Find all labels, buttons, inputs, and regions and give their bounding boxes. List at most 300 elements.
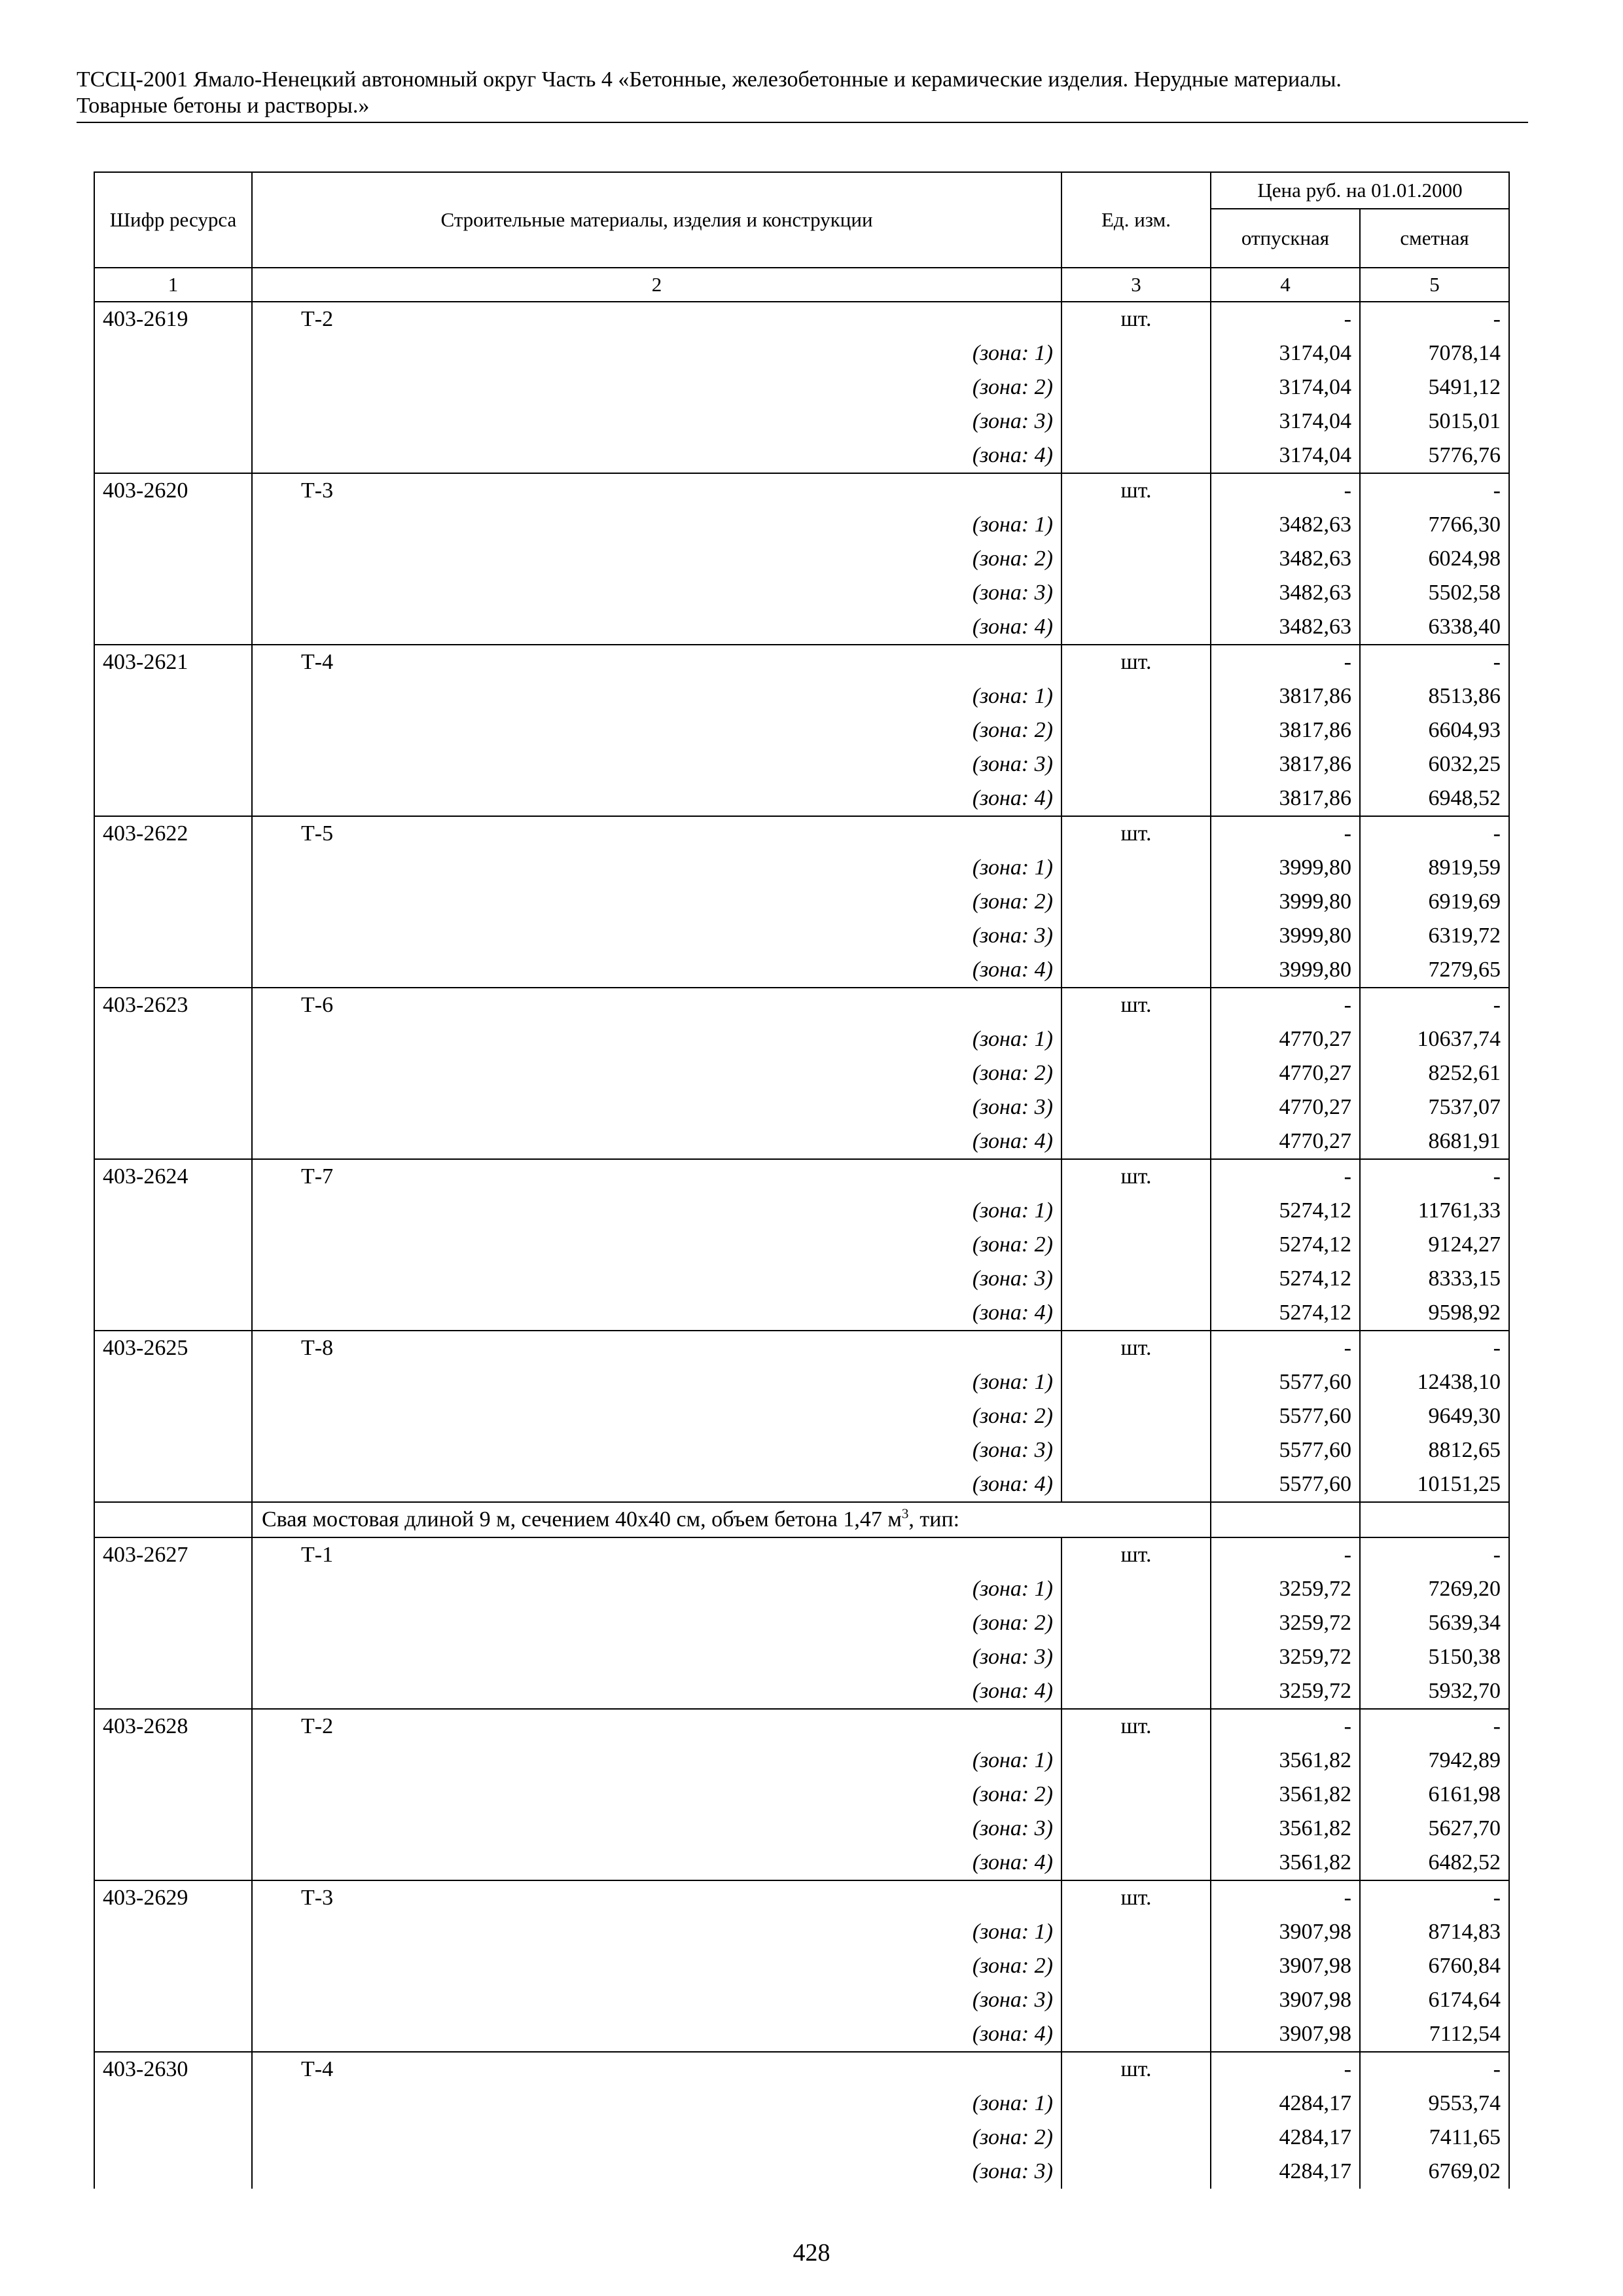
table-row xyxy=(94,2052,1509,2087)
empty-cell xyxy=(94,1056,252,1090)
empty-cell xyxy=(1211,1502,1360,1537)
empty-cell xyxy=(1061,336,1211,370)
empty-cell xyxy=(1061,2087,1211,2121)
zone-estimate-price: 8681,91 xyxy=(1360,1124,1509,1159)
zone-estimate-price: 8714,83 xyxy=(1360,1915,1509,1949)
zone-label: (зона: 3) xyxy=(252,1090,1061,1124)
zone-release-price: 3907,98 xyxy=(1211,1949,1360,1983)
unit-cell: шт. xyxy=(1061,1537,1211,1572)
empty-cell xyxy=(94,953,252,988)
zone-label: (зона: 1) xyxy=(252,1365,1061,1399)
zone-release-price: 3999,80 xyxy=(1211,919,1360,953)
zone-estimate-price: 6482,52 xyxy=(1360,1846,1509,1880)
empty-cell xyxy=(94,370,252,404)
section-title-row xyxy=(94,1502,1509,1537)
empty-cell xyxy=(1061,1262,1211,1296)
price-table xyxy=(94,171,1510,2189)
empty-cell xyxy=(1061,1812,1211,1846)
zone-release-price: 5274,12 xyxy=(1211,1262,1360,1296)
zone-label: (зона: 2) xyxy=(252,1228,1061,1262)
item-name: Т-8 xyxy=(252,1331,1061,1365)
empty-cell xyxy=(1061,1467,1211,1502)
zone-row xyxy=(94,919,1509,953)
zone-label: (зона: 1) xyxy=(252,1744,1061,1778)
zone-row xyxy=(94,508,1509,542)
zone-row xyxy=(94,1090,1509,1124)
zone-estimate-price: 5627,70 xyxy=(1360,1812,1509,1846)
zone-release-price: 4770,27 xyxy=(1211,1124,1360,1159)
zone-row xyxy=(94,1194,1509,1228)
resource-code: 403-2623 xyxy=(94,988,252,1022)
zone-release-price: 3999,80 xyxy=(1211,953,1360,988)
empty-cell xyxy=(1061,781,1211,816)
zone-estimate-price: 10637,74 xyxy=(1360,1022,1509,1056)
zone-estimate-price: 6919,69 xyxy=(1360,885,1509,919)
estimate-price: - xyxy=(1360,302,1509,336)
zone-row xyxy=(94,713,1509,747)
zone-estimate-price: 12438,10 xyxy=(1360,1365,1509,1399)
zone-label: (зона: 1) xyxy=(252,1915,1061,1949)
zone-estimate-price: 7411,65 xyxy=(1360,2121,1509,2155)
empty-cell xyxy=(94,508,252,542)
release-price: - xyxy=(1211,302,1360,336)
empty-cell xyxy=(94,679,252,713)
unit-cell: шт. xyxy=(1061,1159,1211,1194)
zone-release-price: 3482,63 xyxy=(1211,576,1360,610)
empty-cell xyxy=(94,1572,252,1606)
empty-cell xyxy=(1061,1572,1211,1606)
empty-cell xyxy=(1061,919,1211,953)
zone-estimate-price: 5502,58 xyxy=(1360,576,1509,610)
empty-cell xyxy=(94,1467,252,1502)
zone-estimate-price: 8252,61 xyxy=(1360,1056,1509,1090)
item-name: Т-7 xyxy=(252,1159,1061,1194)
empty-cell xyxy=(1061,1606,1211,1640)
empty-cell xyxy=(94,1194,252,1228)
empty-cell xyxy=(1061,1846,1211,1880)
zone-release-price: 4284,17 xyxy=(1211,2155,1360,2189)
zone-row xyxy=(94,2087,1509,2121)
estimate-price: - xyxy=(1360,1331,1509,1365)
release-price: - xyxy=(1211,1537,1360,1572)
zone-estimate-price: 7279,65 xyxy=(1360,953,1509,988)
estimate-price: - xyxy=(1360,473,1509,508)
empty-cell xyxy=(1061,508,1211,542)
empty-cell xyxy=(94,1022,252,1056)
release-price: - xyxy=(1211,1880,1360,1915)
header-rule xyxy=(77,122,1528,123)
zone-row xyxy=(94,1812,1509,1846)
empty-cell xyxy=(1061,2121,1211,2155)
zone-release-price: 5577,60 xyxy=(1211,1365,1360,1399)
empty-cell xyxy=(94,1090,252,1124)
zone-row xyxy=(94,1949,1509,1983)
release-price: - xyxy=(1211,1709,1360,1744)
zone-estimate-price: 7269,20 xyxy=(1360,1572,1509,1606)
header-line-2: Товарные бетоны и растворы.» xyxy=(77,94,370,118)
resource-code: 403-2629 xyxy=(94,1880,252,1915)
item-name: Т-4 xyxy=(252,2052,1061,2087)
empty-cell xyxy=(94,1502,252,1537)
zone-row xyxy=(94,1467,1509,1502)
empty-cell xyxy=(94,404,252,439)
zone-row xyxy=(94,1983,1509,2017)
zone-release-price: 3482,63 xyxy=(1211,542,1360,576)
unit-cell: шт. xyxy=(1061,2052,1211,2087)
unit-cell: шт. xyxy=(1061,988,1211,1022)
zone-label: (зона: 3) xyxy=(252,1433,1061,1467)
item-name: Т-3 xyxy=(252,1880,1061,1915)
zone-release-price: 5274,12 xyxy=(1211,1194,1360,1228)
zone-estimate-price: 6174,64 xyxy=(1360,1983,1509,2017)
zone-estimate-price: 6338,40 xyxy=(1360,610,1509,645)
zone-estimate-price: 6319,72 xyxy=(1360,919,1509,953)
empty-cell xyxy=(94,1640,252,1674)
empty-cell xyxy=(1061,713,1211,747)
resource-code: 403-2622 xyxy=(94,816,252,851)
resource-code: 403-2627 xyxy=(94,1537,252,1572)
empty-cell xyxy=(1061,1674,1211,1709)
release-price: - xyxy=(1211,988,1360,1022)
empty-cell xyxy=(94,851,252,885)
resource-code: 403-2628 xyxy=(94,1709,252,1744)
table-row xyxy=(94,1537,1509,1572)
zone-release-price: 3817,86 xyxy=(1211,781,1360,816)
item-name: Т-1 xyxy=(252,1537,1061,1572)
zone-release-price: 3561,82 xyxy=(1211,1744,1360,1778)
col-number: 4 xyxy=(1211,268,1360,302)
release-price: - xyxy=(1211,1159,1360,1194)
zone-label: (зона: 3) xyxy=(252,1983,1061,2017)
zone-estimate-price: 9124,27 xyxy=(1360,1228,1509,1262)
header-price: Цена руб. на 01.01.2000 xyxy=(1211,172,1509,209)
zone-estimate-price: 8513,86 xyxy=(1360,679,1509,713)
zone-release-price: 3999,80 xyxy=(1211,885,1360,919)
zone-release-price: 3907,98 xyxy=(1211,1915,1360,1949)
zone-release-price: 3174,04 xyxy=(1211,336,1360,370)
col-number: 3 xyxy=(1061,268,1211,302)
zone-row xyxy=(94,404,1509,439)
zone-label: (зона: 2) xyxy=(252,1056,1061,1090)
zone-label: (зона: 1) xyxy=(252,679,1061,713)
item-name: Т-3 xyxy=(252,473,1061,508)
empty-cell xyxy=(94,1983,252,2017)
col-number: 2 xyxy=(252,268,1061,302)
empty-cell xyxy=(94,2155,252,2189)
zone-label: (зона: 2) xyxy=(252,542,1061,576)
release-price: - xyxy=(1211,2052,1360,2087)
section-title-superscript: 3 xyxy=(901,1505,909,1522)
estimate-price: - xyxy=(1360,1537,1509,1572)
zone-row xyxy=(94,370,1509,404)
unit-cell: шт. xyxy=(1061,645,1211,679)
zone-release-price: 3817,86 xyxy=(1211,747,1360,781)
zone-release-price: 3907,98 xyxy=(1211,2017,1360,2052)
zone-label: (зона: 1) xyxy=(252,508,1061,542)
item-name: Т-2 xyxy=(252,302,1061,336)
zone-estimate-price: 5932,70 xyxy=(1360,1674,1509,1709)
empty-cell xyxy=(1061,1194,1211,1228)
empty-cell xyxy=(1061,370,1211,404)
empty-cell xyxy=(1061,1640,1211,1674)
estimate-price: - xyxy=(1360,645,1509,679)
release-price: - xyxy=(1211,645,1360,679)
empty-cell xyxy=(94,1915,252,1949)
empty-cell xyxy=(1061,542,1211,576)
table-row xyxy=(94,302,1509,336)
zone-label: (зона: 2) xyxy=(252,1606,1061,1640)
zone-row xyxy=(94,2017,1509,2052)
zone-label: (зона: 4) xyxy=(252,1674,1061,1709)
resource-code: 403-2630 xyxy=(94,2052,252,2087)
zone-estimate-price: 7766,30 xyxy=(1360,508,1509,542)
zone-release-price: 3817,86 xyxy=(1211,713,1360,747)
empty-cell xyxy=(94,1606,252,1640)
zone-row xyxy=(94,1262,1509,1296)
zone-release-price: 3259,72 xyxy=(1211,1640,1360,1674)
unit-cell: шт. xyxy=(1061,473,1211,508)
zone-release-price: 3817,86 xyxy=(1211,679,1360,713)
zone-estimate-price: 11761,33 xyxy=(1360,1194,1509,1228)
zone-label: (зона: 3) xyxy=(252,1812,1061,1846)
empty-cell xyxy=(94,2017,252,2052)
zone-row xyxy=(94,1572,1509,1606)
table-row xyxy=(94,1880,1509,1915)
empty-cell xyxy=(94,1433,252,1467)
zone-label: (зона: 4) xyxy=(252,1846,1061,1880)
zone-row xyxy=(94,542,1509,576)
empty-cell xyxy=(1061,953,1211,988)
zone-row xyxy=(94,1778,1509,1812)
zone-row xyxy=(94,679,1509,713)
empty-cell xyxy=(94,1228,252,1262)
zone-label: (зона: 1) xyxy=(252,851,1061,885)
empty-cell xyxy=(94,781,252,816)
zone-row xyxy=(94,2155,1509,2189)
zone-estimate-price: 5491,12 xyxy=(1360,370,1509,404)
zone-row xyxy=(94,781,1509,816)
table-row xyxy=(94,988,1509,1022)
empty-cell xyxy=(94,1124,252,1159)
zone-estimate-price: 8812,65 xyxy=(1360,1433,1509,1467)
zone-row xyxy=(94,1399,1509,1433)
resource-code: 403-2621 xyxy=(94,645,252,679)
empty-cell xyxy=(1061,1949,1211,1983)
zone-estimate-price: 7112,54 xyxy=(1360,2017,1509,2052)
page-number: 428 xyxy=(793,2239,830,2267)
empty-cell xyxy=(94,576,252,610)
zone-estimate-price: 6948,52 xyxy=(1360,781,1509,816)
zone-row xyxy=(94,2121,1509,2155)
zone-row xyxy=(94,336,1509,370)
empty-cell xyxy=(1061,1744,1211,1778)
empty-cell xyxy=(1061,439,1211,473)
zone-label: (зона: 2) xyxy=(252,1949,1061,1983)
estimate-price: - xyxy=(1360,2052,1509,2087)
zone-release-price: 3174,04 xyxy=(1211,370,1360,404)
zone-release-price: 3259,72 xyxy=(1211,1572,1360,1606)
zone-release-price: 3259,72 xyxy=(1211,1674,1360,1709)
unit-cell: шт. xyxy=(1061,1331,1211,1365)
empty-cell xyxy=(1061,1983,1211,2017)
section-title-text: Свая мостовая длиной 9 м, сечением 40х40 см, объем бетона 1,47 м xyxy=(262,1507,902,1532)
table-row xyxy=(94,473,1509,508)
zone-label: (зона: 1) xyxy=(252,1022,1061,1056)
zone-row xyxy=(94,851,1509,885)
resource-code: 403-2625 xyxy=(94,1331,252,1365)
zone-release-price: 3999,80 xyxy=(1211,851,1360,885)
zone-estimate-price: 9553,74 xyxy=(1360,2087,1509,2121)
empty-cell xyxy=(1061,1022,1211,1056)
zone-estimate-price: 5639,34 xyxy=(1360,1606,1509,1640)
empty-cell xyxy=(94,713,252,747)
zone-release-price: 3174,04 xyxy=(1211,404,1360,439)
empty-cell xyxy=(94,1674,252,1709)
zone-row xyxy=(94,1915,1509,1949)
empty-cell xyxy=(94,747,252,781)
zone-row xyxy=(94,747,1509,781)
zone-estimate-price: 7078,14 xyxy=(1360,336,1509,370)
zone-label: (зона: 2) xyxy=(252,2121,1061,2155)
header-name: Строительные материалы, изделия и конструкции xyxy=(252,172,1061,268)
zone-release-price: 3482,63 xyxy=(1211,508,1360,542)
zone-row xyxy=(94,1365,1509,1399)
zone-label: (зона: 2) xyxy=(252,1399,1061,1433)
header-estimate: сметная xyxy=(1360,209,1509,268)
item-name: Т-4 xyxy=(252,645,1061,679)
table-row xyxy=(94,1159,1509,1194)
release-price: - xyxy=(1211,1331,1360,1365)
release-price: - xyxy=(1211,816,1360,851)
empty-cell xyxy=(94,1399,252,1433)
zone-row xyxy=(94,953,1509,988)
zone-label: (зона: 2) xyxy=(252,885,1061,919)
empty-cell xyxy=(1061,2017,1211,2052)
zone-estimate-price: 6769,02 xyxy=(1360,2155,1509,2189)
zone-row xyxy=(94,1744,1509,1778)
table-row xyxy=(94,645,1509,679)
zone-estimate-price: 9598,92 xyxy=(1360,1296,1509,1331)
empty-cell xyxy=(1061,1399,1211,1433)
zone-estimate-price: 5015,01 xyxy=(1360,404,1509,439)
empty-cell xyxy=(1061,1056,1211,1090)
zone-release-price: 5274,12 xyxy=(1211,1296,1360,1331)
item-name: Т-5 xyxy=(252,816,1061,851)
zone-label: (зона: 1) xyxy=(252,1194,1061,1228)
zone-label: (зона: 3) xyxy=(252,747,1061,781)
release-price: - xyxy=(1211,473,1360,508)
table-row xyxy=(94,1331,1509,1365)
empty-cell xyxy=(94,1262,252,1296)
empty-cell xyxy=(1061,1090,1211,1124)
zone-row xyxy=(94,885,1509,919)
zone-label: (зона: 3) xyxy=(252,919,1061,953)
zone-release-price: 4770,27 xyxy=(1211,1022,1360,1056)
zone-estimate-price: 10151,25 xyxy=(1360,1467,1509,1502)
col-number: 5 xyxy=(1360,268,1509,302)
empty-cell xyxy=(1061,747,1211,781)
col-number: 1 xyxy=(94,268,252,302)
zone-row xyxy=(94,576,1509,610)
zone-estimate-price: 6604,93 xyxy=(1360,713,1509,747)
zone-label: (зона: 2) xyxy=(252,370,1061,404)
zone-row xyxy=(94,1640,1509,1674)
zone-row xyxy=(94,1056,1509,1090)
zone-row xyxy=(94,1846,1509,1880)
zone-label: (зона: 4) xyxy=(252,2017,1061,2052)
zone-label: (зона: 3) xyxy=(252,1262,1061,1296)
empty-cell xyxy=(94,2121,252,2155)
empty-cell xyxy=(94,919,252,953)
estimate-price: - xyxy=(1360,1880,1509,1915)
zone-estimate-price: 9649,30 xyxy=(1360,1399,1509,1433)
empty-cell xyxy=(1360,1502,1509,1537)
zone-release-price: 4284,17 xyxy=(1211,2121,1360,2155)
zone-row xyxy=(94,1228,1509,1262)
empty-cell xyxy=(94,1949,252,1983)
zone-label: (зона: 3) xyxy=(252,2155,1061,2189)
zone-label: (зона: 4) xyxy=(252,1467,1061,1502)
zone-row xyxy=(94,1022,1509,1056)
header-line-1: ТССЦ-2001 Ямало-Ненецкий автономный округ Часть 4 «Бетонные, железобетонные и керамические изделия. Нерудные материалы. xyxy=(77,67,1342,92)
zone-release-price: 3561,82 xyxy=(1211,1812,1360,1846)
zone-release-price: 3561,82 xyxy=(1211,1778,1360,1812)
empty-cell xyxy=(1061,1778,1211,1812)
zone-row xyxy=(94,1606,1509,1640)
zone-release-price: 3482,63 xyxy=(1211,610,1360,645)
zone-release-price: 3907,98 xyxy=(1211,1983,1360,2017)
zone-label: (зона: 2) xyxy=(252,1778,1061,1812)
empty-cell xyxy=(1061,1433,1211,1467)
unit-cell: шт. xyxy=(1061,1709,1211,1744)
empty-cell xyxy=(94,542,252,576)
table-row xyxy=(94,816,1509,851)
empty-cell xyxy=(1061,610,1211,645)
zone-row xyxy=(94,1124,1509,1159)
zone-label: (зона: 1) xyxy=(252,336,1061,370)
zone-release-price: 3174,04 xyxy=(1211,439,1360,473)
resource-code: 403-2619 xyxy=(94,302,252,336)
table-body xyxy=(94,302,1509,2189)
empty-cell xyxy=(1061,2155,1211,2189)
empty-cell xyxy=(94,885,252,919)
zone-estimate-price: 8333,15 xyxy=(1360,1262,1509,1296)
estimate-price: - xyxy=(1360,1159,1509,1194)
item-name: Т-2 xyxy=(252,1709,1061,1744)
empty-cell xyxy=(1061,1296,1211,1331)
empty-cell xyxy=(1061,576,1211,610)
zone-release-price: 4770,27 xyxy=(1211,1056,1360,1090)
empty-cell xyxy=(1061,404,1211,439)
empty-cell xyxy=(94,2087,252,2121)
resource-code: 403-2624 xyxy=(94,1159,252,1194)
zone-label: (зона: 4) xyxy=(252,439,1061,473)
empty-cell xyxy=(1061,1915,1211,1949)
empty-cell xyxy=(1061,885,1211,919)
zone-release-price: 3259,72 xyxy=(1211,1606,1360,1640)
zone-release-price: 5274,12 xyxy=(1211,1228,1360,1262)
empty-cell xyxy=(94,1846,252,1880)
table-row xyxy=(94,1709,1509,1744)
zone-label: (зона: 4) xyxy=(252,781,1061,816)
unit-cell: шт. xyxy=(1061,1880,1211,1915)
header-code: Шифр ресурса xyxy=(94,172,252,268)
empty-cell xyxy=(94,1812,252,1846)
zone-label: (зона: 4) xyxy=(252,953,1061,988)
zone-estimate-price: 6032,25 xyxy=(1360,747,1509,781)
empty-cell xyxy=(1061,1365,1211,1399)
zone-row xyxy=(94,1433,1509,1467)
